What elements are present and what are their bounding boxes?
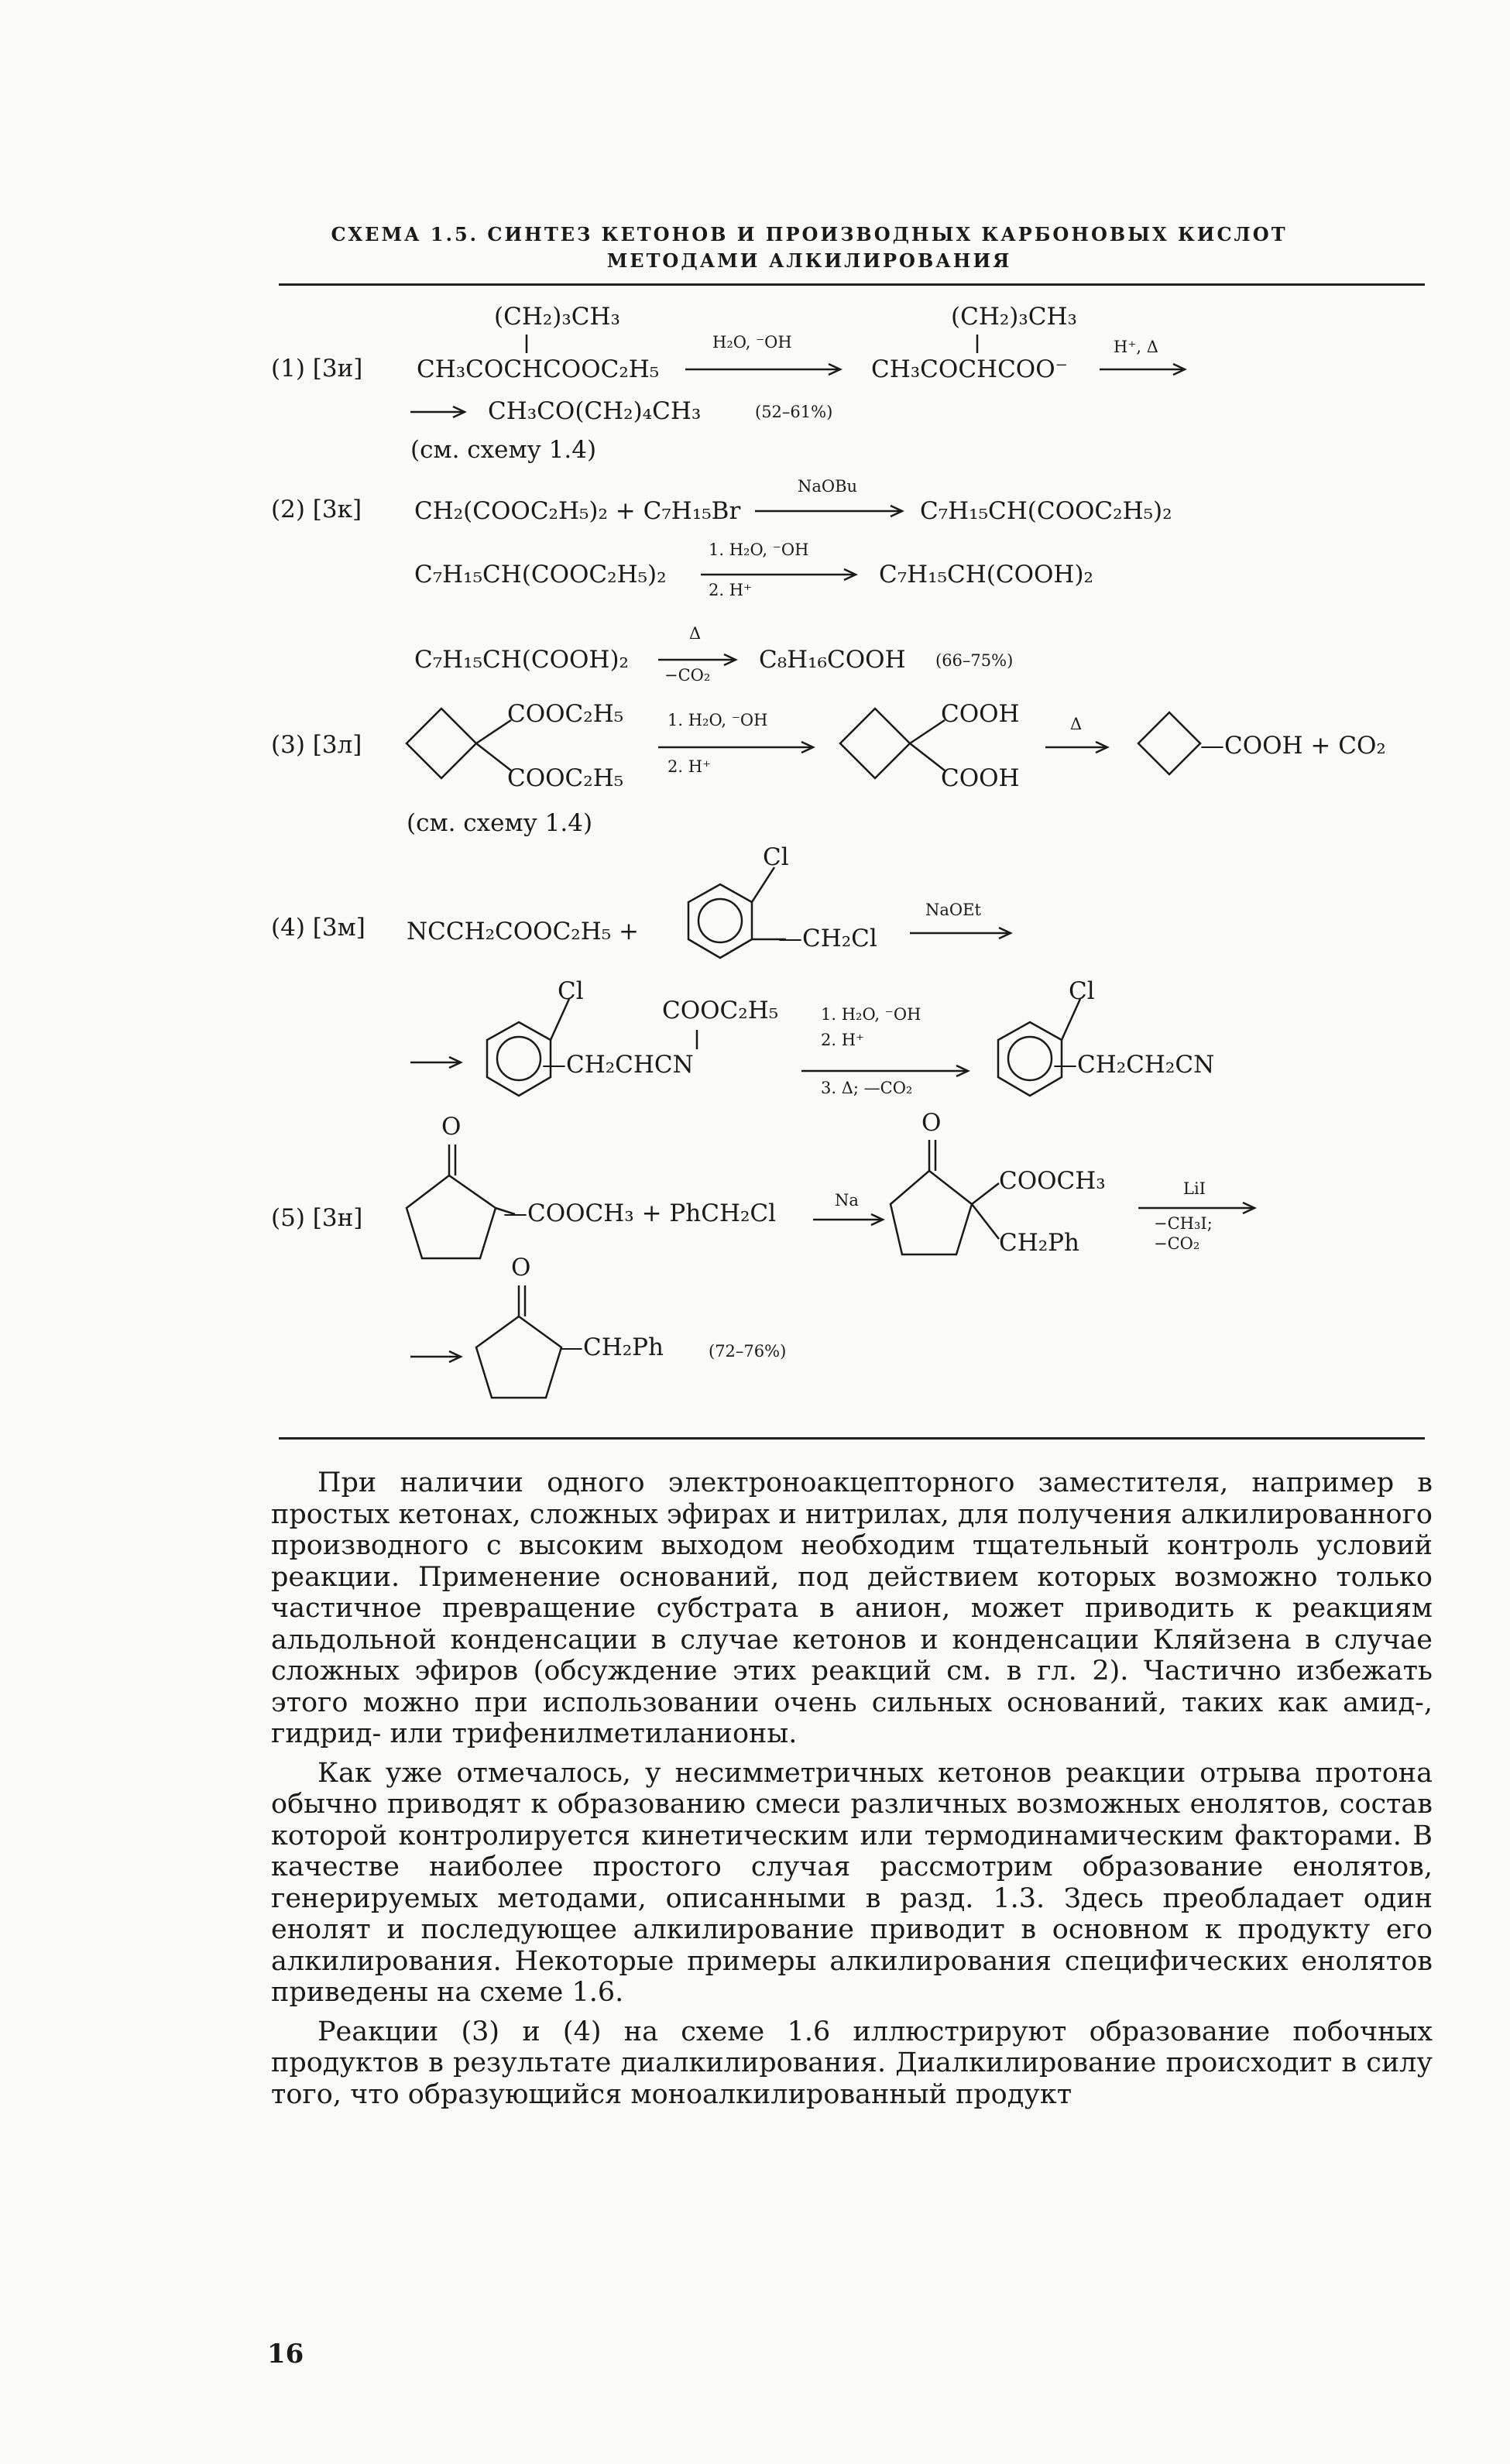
paragraph-1: При наличии одного электроноакцепторного заместителя, например в простых кетонах, сложных эфирах и нитрилах, для получения алкилированного производного с высоким выходом необходим тщательный контроль условий реакции. Применение оснований, под действием которых возможно только частичное превращение субстрата в анион, может приводить к реакциям альдольной конденсации в случае кетонов и конденсации Кляйзена в случае сложных эфиров (обсуждение этих реакций см. в гл. 2). Частично избежать этого можно при использовании очень сильных оснований, таких как амид-, гидрид- или трифенилметиланионы. — [271, 1467, 1433, 1749]
r4-int-top: COOC₂H₅ — [662, 997, 779, 1024]
paragraph-2: Как уже отмечалось, у несимметричных кетонов реакции отрыва протона обычно приводят к образованию смеси различных возможных енолятов, состав которой контролируется кинетическим или термодинамическим факторами. В качестве наиболее простого случая рассмотрим образование енолятов, генерируемых методами, описанными в разд. 1.3. Здесь преобладает один енолят и последующее алкилирование приводит в основном к продукту его алкилирования. Некоторые примеры алкилирования специфических енолятов приведены на схеме 1.6. — [271, 1757, 1433, 2008]
r3-bond-2top — [910, 720, 945, 743]
r5-final: —CH₂Ph — [559, 1333, 664, 1361]
r5-bond-top — [972, 1183, 999, 1204]
r3-cond-bottom: 2. H⁺ — [667, 757, 712, 776]
r3-prod-bottom: COOH — [941, 764, 1020, 792]
r2-line3-cond-bottom: −CO₂ — [664, 666, 711, 685]
r5-cond: Na — [835, 1191, 859, 1210]
r4-cond2-1: 1. H₂O, ⁻OH — [821, 1005, 921, 1024]
r3-bond-2bottom — [910, 743, 945, 770]
r3-bond-top — [476, 720, 511, 743]
paragraph-3: Реакции (3) и (4) на схеме 1.6 иллюстрируют образование побочных продуктов в результате диалкилирования. Диалкилирование происходит в силу того, что образующийся моноалкилированный продукт — [271, 2016, 1433, 2110]
r3-ring-1 — [407, 709, 476, 778]
scheme-title-line1: СХЕМА 1.5. СИНТЕЗ КЕТОНОВ И ПРОИЗВОДНЫХ КАРБОНОВЫХ КИСЛОТ — [331, 223, 1288, 245]
r2-reactants: CH₂(COOC₂H₅)₂ + C₇H₁₅Br — [414, 497, 741, 525]
r3-ring-2 — [840, 709, 910, 778]
r5-cond2-b1: −CH₃I; — [1154, 1214, 1213, 1233]
r3-sub-top: COOC₂H₅ — [507, 700, 624, 728]
r4-aromatic-1 — [698, 899, 742, 942]
r5-cond2-top: LiI — [1183, 1179, 1206, 1198]
page-number: 16 — [267, 2339, 304, 2370]
r3-label: (3) [3л] — [271, 731, 362, 759]
r4-prod-chain: —CH₂CH₂CN — [1053, 1051, 1215, 1079]
r3-prod-top: COOH — [941, 700, 1020, 728]
r2-yield: (66–75%) — [935, 651, 1014, 670]
r4-cl: Cl — [763, 843, 789, 871]
body-text — [271, 1467, 1433, 2110]
r5-ring-2 — [891, 1171, 972, 1254]
r1-intermediate: CH₃COCHCOO⁻ — [871, 355, 1068, 383]
r5-label: (5) [3н] — [271, 1204, 363, 1232]
r2-line2-left: C₇H₁₅CH(COOC₂H₅)₂ — [414, 561, 667, 589]
r2-line3-left: C₇H₁₅CH(COOH)₂ — [414, 646, 629, 674]
r5-ester: —COOCH₃ + PhCH₂Cl — [503, 1199, 777, 1227]
r4-int-chain: —CH₂CHCN — [542, 1051, 694, 1079]
r2-line2-cond-top: 1. H₂O, ⁻OH — [709, 541, 809, 559]
r1-ref: (см. схему 1.4) — [410, 436, 597, 464]
r1-cond2: H⁺, Δ — [1114, 338, 1158, 356]
r4-bond-cl — [752, 867, 774, 902]
r5-ring-3 — [476, 1316, 561, 1398]
r4-aromatic-3 — [1008, 1037, 1052, 1080]
r3-bond-bottom — [476, 743, 511, 770]
r3-cond2: Δ — [1070, 715, 1083, 733]
r4-cond2-3: 3. Δ; —CO₂ — [821, 1079, 913, 1097]
r4-cond2-2: 2. H⁺ — [821, 1031, 865, 1049]
r2-label: (2) [3к] — [271, 496, 362, 523]
r3-ring-3 — [1138, 712, 1200, 774]
r3-final: —COOH + CO₂ — [1200, 732, 1386, 760]
r5-bond-bottom — [972, 1204, 999, 1239]
r1-product: CH₃CO(CH₂)₄CH₃ — [488, 397, 702, 425]
r2-line3-right: C₈H₁₆COOH — [759, 646, 906, 674]
r2-line2-cond-bottom: 2. H⁺ — [709, 581, 753, 599]
r4-reactant: NCCH₂COOC₂H₅ + — [407, 918, 640, 945]
r1-substituent-b: (CH₂)₃CH₃ — [951, 303, 1077, 331]
r1-cond1: H₂O, ⁻OH — [712, 333, 792, 352]
r4-prod-cl: Cl — [1069, 977, 1095, 1005]
r3-ref: (см. схему 1.4) — [407, 809, 593, 837]
r5-o3: O — [511, 1254, 531, 1282]
r5-sub-bottom: CH₂Ph — [999, 1229, 1080, 1257]
r1-substituent-a: (CH₂)₃CH₃ — [494, 303, 620, 331]
r3-sub-bottom: COOC₂H₅ — [507, 764, 624, 792]
r4-int-cl: Cl — [558, 977, 584, 1005]
r4-cond: NaOEt — [925, 901, 981, 919]
r5-yield: (72–76%) — [709, 1342, 787, 1361]
r4-ch2cl: —CH₂Cl — [778, 925, 877, 952]
r1-label: (1) [3и] — [271, 355, 363, 383]
scheme-title-line2: МЕТОДАМИ АЛКИЛИРОВАНИЯ — [606, 249, 1012, 272]
r5-sub-top: COOCH₃ — [999, 1167, 1106, 1195]
r5-ring-1 — [407, 1175, 496, 1258]
r2-product1: C₇H₁₅CH(COOC₂H₅)₂ — [920, 497, 1172, 525]
r4-label: (4) [3м] — [271, 914, 365, 942]
r4-aromatic-2 — [497, 1037, 541, 1080]
r3-cond-top: 1. H₂O, ⁻OH — [667, 711, 768, 729]
r2-line2-right: C₇H₁₅CH(COOH)₂ — [879, 561, 1093, 589]
r5-cond2-b2: −CO₂ — [1154, 1234, 1200, 1253]
r5-o: O — [441, 1113, 462, 1141]
r2-line3-cond-top: Δ — [689, 624, 702, 643]
r1-yield: (52–61%) — [755, 403, 833, 421]
r5-o2: O — [921, 1109, 942, 1137]
r1-reactant: CH₃COCHCOOC₂H₅ — [417, 355, 660, 383]
r2-cond: NaOBu — [798, 477, 858, 496]
